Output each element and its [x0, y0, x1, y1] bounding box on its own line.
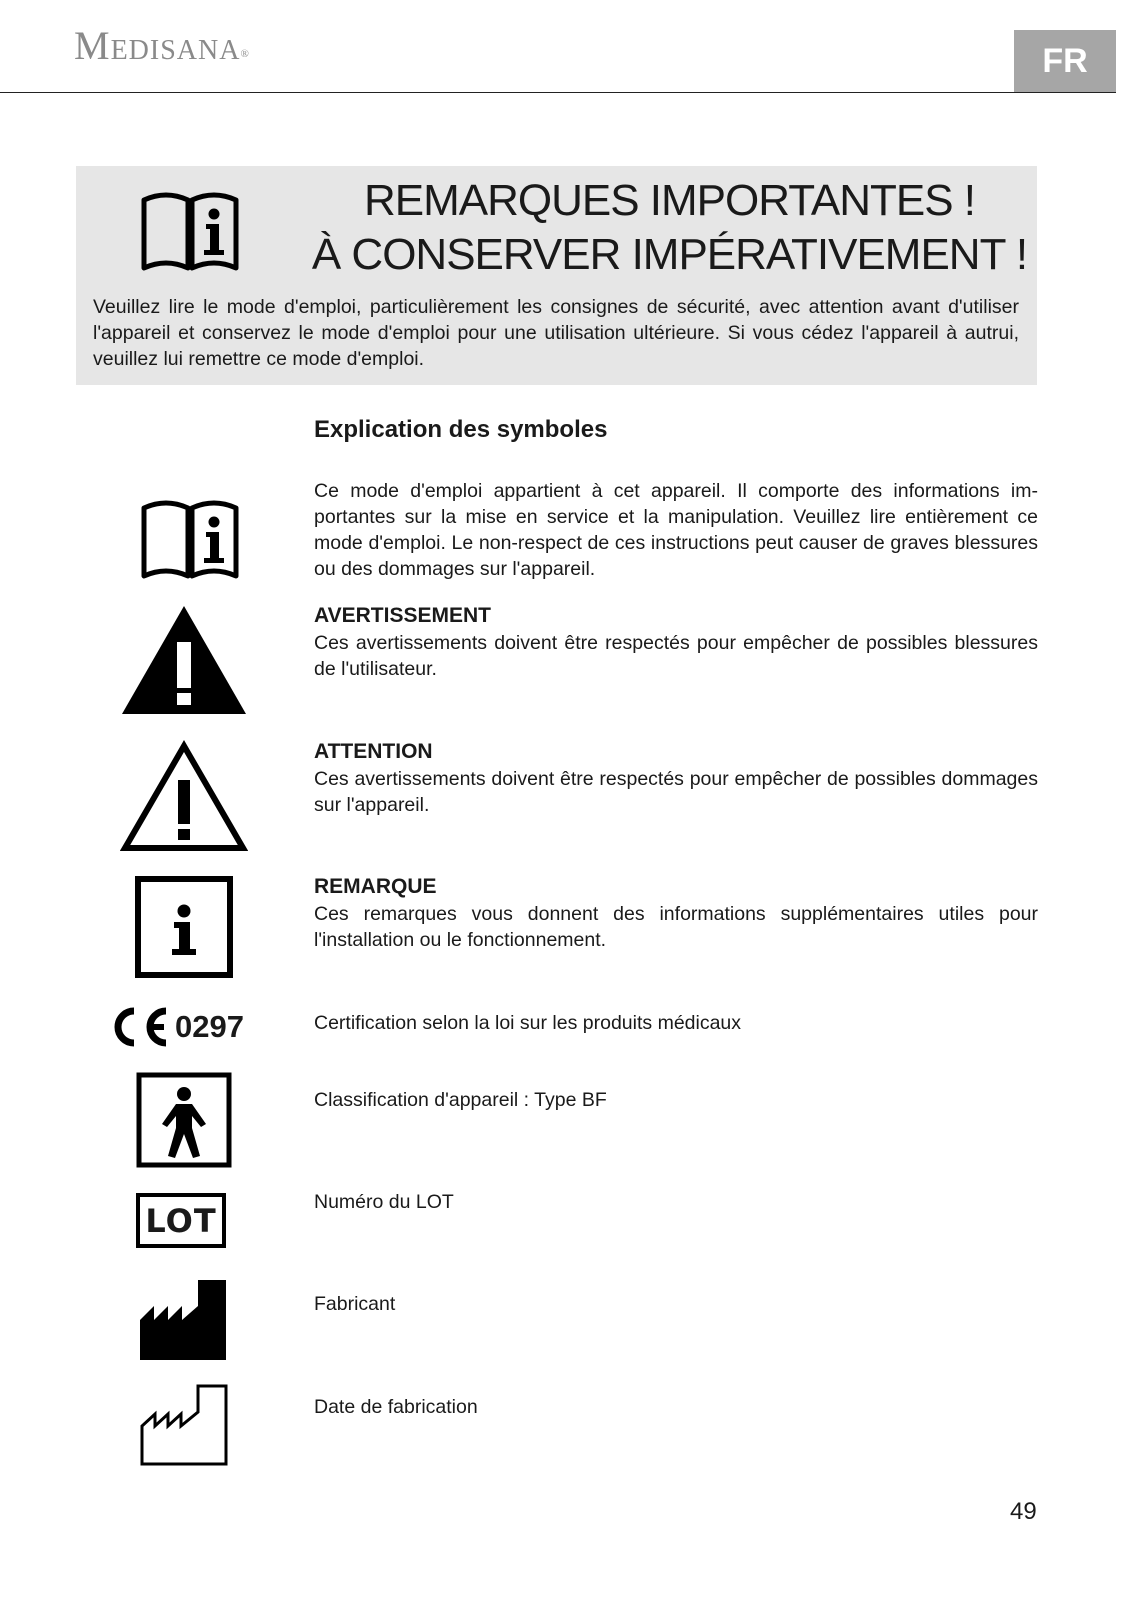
lot-label: LOT — [145, 1201, 217, 1240]
warning-filled-icon — [120, 604, 248, 716]
ce-mark-icon — [106, 1004, 256, 1050]
lot-icon — [136, 1193, 226, 1248]
symbol-remarque — [314, 873, 1038, 953]
manufacture-date-icon — [140, 1384, 228, 1466]
symbol-heading: REMARQUE — [314, 875, 437, 898]
symbol-manual-info — [314, 478, 1038, 582]
symbol-warning — [314, 602, 1038, 682]
type-bf-icon — [136, 1072, 232, 1168]
warning-outline-icon — [120, 740, 248, 852]
symbol-heading: AVERTISSEMENT — [314, 604, 491, 627]
symbol-heading: ATTENTION — [314, 740, 433, 763]
header-divider — [0, 92, 1116, 93]
symbol-ce — [314, 1010, 1038, 1036]
section-title: Explication des symboles — [314, 416, 608, 443]
symbol-text: Numéro du LOT — [314, 1191, 454, 1213]
symbol-manufacture-date — [314, 1394, 1038, 1420]
notice-text: Veuillez lire le mode d'emploi, particulièrement les consignes de sécurité, avec attention avant d'utiliser l'appareil et conservez le mode d'emploi pour une utilisation ultérieure. Si vous cédez l'appareil à autrui, veuillez lui remettre ce mode d'emploi. — [93, 296, 1019, 370]
symbol-text: Date de fabrication — [314, 1396, 478, 1418]
language-tab: FR — [1014, 30, 1116, 92]
symbol-lot — [314, 1189, 1038, 1215]
manual-info-icon — [140, 188, 240, 273]
symbol-text: Ces remarques vous donnent des informations supplémentaires utiles pour l'installation ou le fonctionnement. — [314, 903, 1038, 951]
symbol-type-bf — [314, 1087, 1038, 1113]
important-notice-box — [76, 166, 1037, 385]
symbol-text: Classification d'appareil : Type BF — [314, 1089, 607, 1111]
ce-number: 0297 — [175, 1009, 244, 1044]
symbol-text: Ce mode d'emploi appartient à cet appareil. Il comporte des informations im-portantes sur la mise en service et la manipulation. Veuillez lire entièrement ce mode d'emploi. Le non-respect de ces instructions peut causer de graves blessures ou des dommages sur l'appareil. — [314, 480, 1038, 580]
ce-symbol-icon — [106, 1005, 170, 1049]
notice-title: REMARQUES IMPORTANTES ! À CONSERVER IMPÉRATIVEMENT ! — [311, 176, 1028, 279]
symbol-text: Ces avertissements doivent être respectés pour empêcher de possibles blessures de l'utilisateur. — [314, 632, 1038, 680]
page-number: 49 — [1010, 1498, 1037, 1525]
manual-info-icon — [140, 496, 240, 581]
symbol-text: Ces avertissements doivent être respectés pour empêcher de possibles dommages sur l'appareil. — [314, 768, 1038, 816]
manufacturer-icon — [140, 1280, 228, 1360]
symbol-attention — [314, 738, 1038, 818]
symbol-text: Certification selon la loi sur les produits médicaux — [314, 1012, 742, 1034]
brand-logo: Medisana® — [74, 23, 250, 68]
info-box-icon — [135, 876, 233, 978]
symbol-text: Fabricant — [314, 1293, 396, 1315]
symbol-manufacturer — [314, 1291, 1038, 1317]
